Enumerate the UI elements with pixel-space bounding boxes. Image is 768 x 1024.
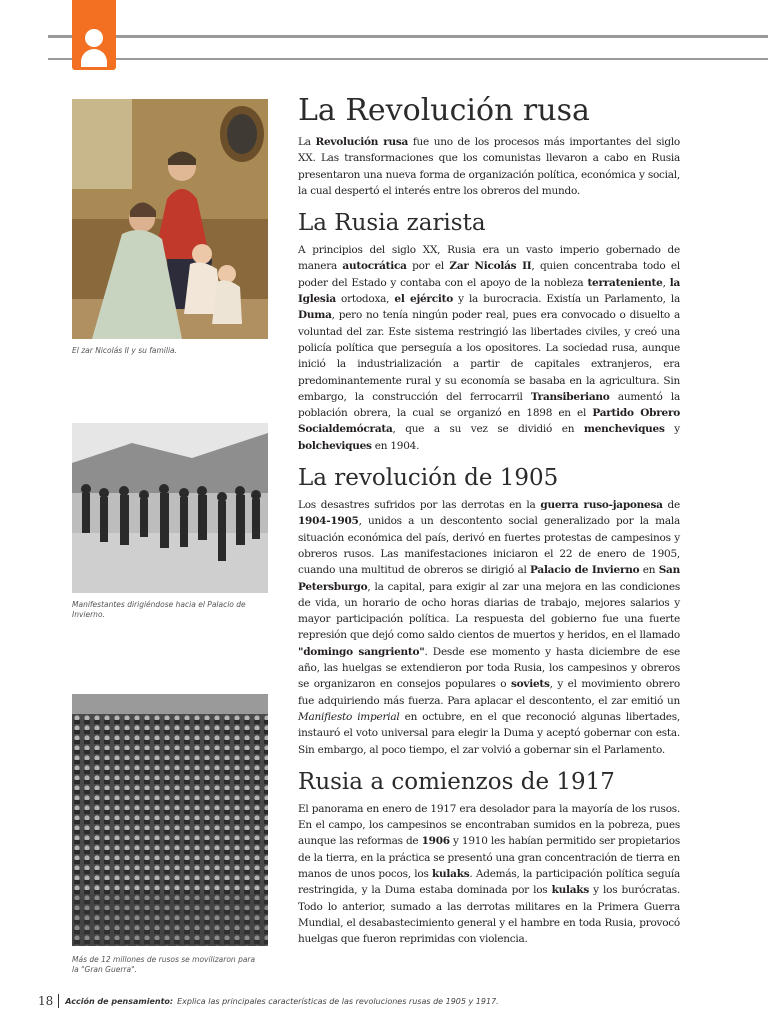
russia-1917-paragraph: El panorama en enero de 1917 era desolador para la mayoría de los rusos. En el campo, los campesinos se encontraban sumidos en la pobreza, pues aunque las reformas de 1906 y 1910 les habían permitido ser propietarios de la tierra, en la práctica se presentó una gran concentración de tierra en manos de unos pocos, los kulaks. Además, la participación política seguía restringida, y la Duma estaba dominada por los kulaks y los burócratas. Todo lo anterior, sumado a las derrotas militares en la Primera Guerra Mundial, el desabastecimiento general y el hambre en toda Rusia, provocó huelgas que fueron reprimidas con violencia. [298,802,680,946]
header-rule-top [48,35,768,38]
page-title: La Revolución rusa [298,93,590,128]
footer-text: Explica las principales características de las revoluciones rusas de 1905 y 1917. [177,996,499,1006]
person-icon-body [81,49,107,67]
footer-label: Acción de pensamiento: [65,996,174,1006]
intro-paragraph: La Revolución rusa fue uno de los procesos más importantes del siglo XX. Las transformaciones que los comunistas llevaron a cabo en Rusia presentaron una nueva forma de organización política, económica y social, la cual despertó el interés entre los obreros del mundo. [298,136,680,197]
section-heading: La revolución de 1905 [298,465,559,492]
section-tab [72,0,116,70]
figure-caption: Más de 12 millones de rusos se movilizaron para la "Gran Guerra". [72,955,256,974]
header-rule-bottom [48,58,768,60]
tsar-family-painting [72,99,268,339]
section-heading: La Rusia zarista [298,210,486,237]
protesters-photo [72,423,268,593]
main-content [298,92,680,947]
soldiers-photo [72,694,268,946]
page-footer [38,994,758,1008]
person-icon [85,29,103,47]
revolution-1905-paragraph: Los desastres sufridos por las derrotas en la guerra ruso-japonesa de 1904-1905, unidos a un descontento social generalizado por la mala situación económica del país, derivó en fuertes protestas de campesinos y obreros rusos. Las manifestaciones iniciaron el 22 de enero de 1905, cuando una multitud de obreros se dirigió al Palacio de Invierno en San Petersburgo, la capital, para exigir al zar una mejora en las condiciones de vida, un horario de ocho horas diarias de trabajo, mejores salarios y mayor participación política. La respuesta del gobierno fue una fuerte represión que dejó como saldo cientos de muertos y heridos, en el llamado "domingo sangriento". Desde ese momento y hasta diciembre de ese año, las huelgas se extendieron por toda Rusia, los campesinos y obreros se organizaron en consejos populares o soviets, y el movimiento obrero fue adquiriendo más fuerza. Para aplacar el descontento, el zar emitió un Manifiesto imperial en octubre, en el que reconoció algunas libertades, instauró el voto universal para elegir la Duma y aceptó gobernar con esta. Sin embargo, al poco tiempo, el zar volvió a gobernar sin el Parlamento. [298,499,680,756]
page-number: 18 [38,994,54,1008]
figure-caption: El zar Nicolás II y su familia. [72,346,178,355]
zarista-paragraph: A principios del siglo XX, Rusia era un vasto imperio gobernado de manera autocrática por el Zar Nicolás II, quien concentraba todo el poder del Estado y contaba con el apoyo de la nobleza terrateniente, la Iglesia ortodoxa, el ejército y la burocracia. Existía un Parlamento, la Duma, pero no tenía ningún poder real, pues era convocado o disuelto a voluntad del zar. Este sistema restringió las libertades civiles, y creó una policía política que perseguía a los opositores. La sociedad rusa, aunque inició la industrialización a partir de capitales extranjeros, era predominantemente rural y su economía se basaba en la agricultura. Sin embargo, la construcción del ferrocarril Transiberiano aumentó la población obrera, la cual se organizó en 1898 en el Partido Obrero Socialdemócrata, que a su vez se dividió en mencheviques y bolcheviques en 1904. [298,244,681,452]
section-heading: Rusia a comienzos de 1917 [298,768,615,795]
footer-divider [58,994,59,1008]
figure-caption: Manifestantes dirigiéndose hacia el Palacio de Invierno. [72,600,246,619]
